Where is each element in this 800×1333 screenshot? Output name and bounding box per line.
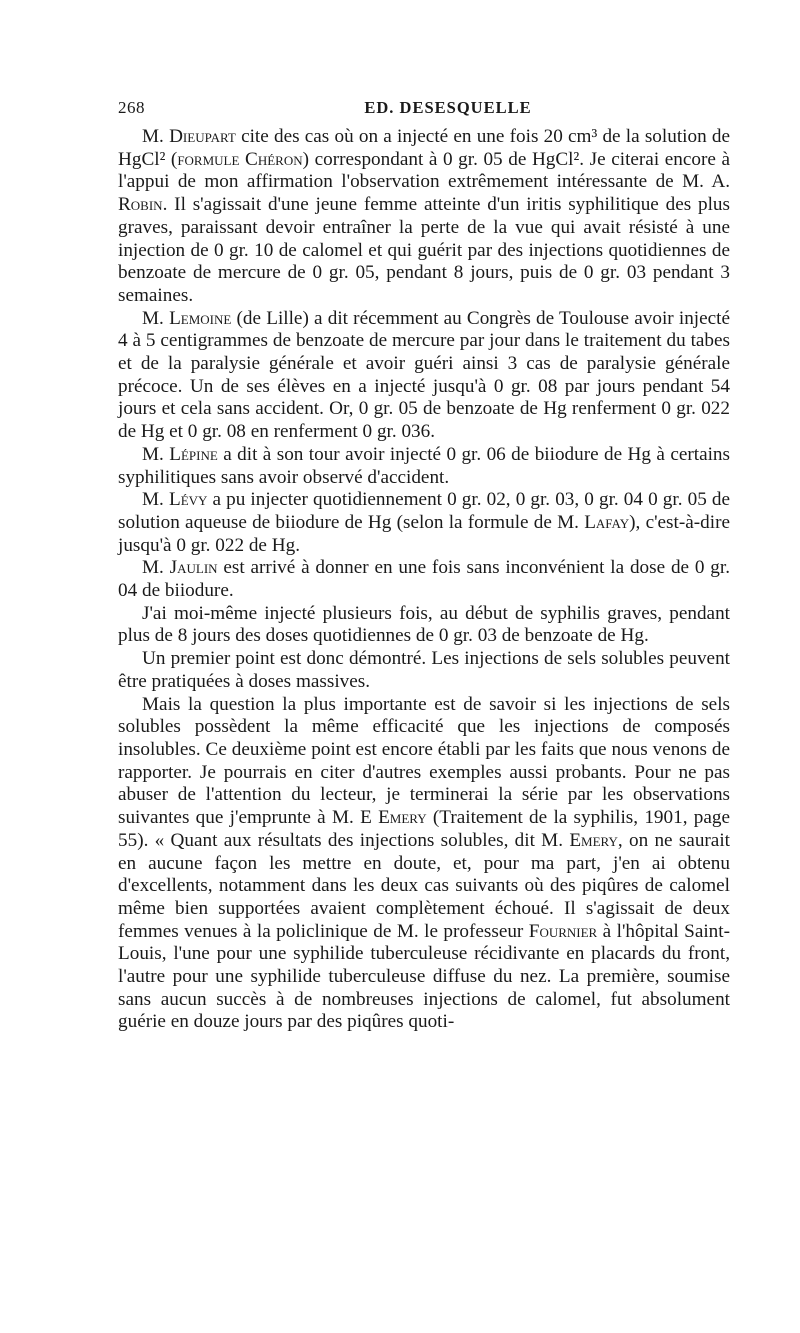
- running-head: ED. DESESQUELLE: [364, 98, 532, 117]
- paragraph: [118, 126, 730, 308]
- text-run: M.: [142, 443, 170, 465]
- text-run: cite des cas où on a injecté en une fois 20 cm³ de la solution de HgCl² (: [118, 126, 730, 170]
- text-run: a pu injecter quotidiennement 0 gr. 02, 0 gr. 03, 0 gr. 04 0 gr. 05 de solution aqueuse de biiodure de Hg (selon la formule de M.: [118, 489, 730, 533]
- text-run: Un premier point est donc démontré. Les injections de sels solubles peuvent être pratiquées à doses massives.: [118, 648, 730, 692]
- author-name: Lemoine: [169, 307, 232, 329]
- paragraph: [118, 694, 730, 1035]
- text-run: (de Lille) a dit récemment au Congrès de Toulouse avoir injecté 4 à 5 centigrammes de benzoate de mercure par jour dans le traitement du tabes et de la paralysie générale et avoir guéri ainsi 3 cas de paralysie générale précoce. Un de ses élèves en a injecté jusqu'à 0 gr. 08 par jours pendant 54 jours et cela sans accident. Or, 0 gr. 05 de benzoate de Hg renferment 0 gr. 022 de Hg et 0 gr. 08 en renferment 0 gr. 036.: [118, 307, 731, 443]
- text-run: M.: [142, 489, 169, 511]
- paragraph: [118, 444, 730, 489]
- author-name: Emery: [569, 829, 618, 851]
- page-number: 268: [118, 98, 145, 117]
- text-run: a dit à son tour avoir injecté 0 gr. 06 de biiodure de Hg à certains syphilitiques sans avoir observé d'accident.: [118, 443, 730, 488]
- body-text: [118, 126, 730, 1034]
- paragraph: [118, 648, 730, 693]
- text-run: M.: [142, 126, 170, 147]
- author-name: Lévy: [168, 489, 208, 511]
- text-run: est arrivé à donner en une fois sans inconvénient la dose de 0 gr. 04 de biiodure.: [118, 557, 730, 602]
- paragraph: [118, 557, 730, 602]
- text-run: . Il s'agissait d'une jeune femme atteinte d'un iritis syphilitique des plus graves, paraissant devoir entraîner la perte de la vue qui avait résisté à une injection de 0 gr. 10 de calomel et qui guérit par des injections quotidiennes de benzoate de mercure de 0 gr. 05, pendant 8 jours, puis de 0 gr. 03 pendant 3 semaines.: [118, 194, 730, 306]
- text-run: à l'hôpital Saint-Louis, l'une pour une syphilide tuberculeuse récidivante en placards du front, l'autre pour une syphilide tuberculeuse diffuse du nez. La première, soumise sans aucun succès à de nombreuses injections de calomel, fut absolument guérie en douze jours par des piqûres quoti-: [118, 920, 730, 1033]
- text-run: J'ai moi-même injecté plusieurs fois, au début de syphilis graves, pendant plus de 8 jours des doses quotidiennes de 0 gr. 03 de benzoate de Hg.: [118, 602, 730, 647]
- text-run: M.: [142, 557, 170, 579]
- paragraph: [118, 489, 730, 557]
- text-run: ) correspondant à 0 gr. 05 de HgCl². Je citerai encore à l'appui de mon affirmation l'observation extrêmement intéressante de M. A.: [118, 148, 730, 193]
- author-name: Dieupart: [169, 126, 236, 147]
- page-header: [118, 98, 730, 122]
- paragraph: [118, 308, 730, 444]
- text-run: ), c'est-à-dire jusqu'à 0 gr. 022 de Hg.: [118, 511, 730, 556]
- author-name: Emery: [378, 807, 427, 829]
- author-name: Fournier: [528, 920, 598, 942]
- author-name: Jaulin: [169, 557, 218, 579]
- author-name: Robin: [118, 194, 163, 216]
- text-run: , on ne saurait en aucune façon les mettre en doute, et, pour ma part, j'en ai obtenu d'excellents, notamment dans les deux cas suivants où des piqûres de calomel même bien supportées avaient complètement échoué. Il s'agissait de deux femmes venues à la policlinique de M. le professeur: [118, 829, 730, 942]
- author-name: formule Chéron: [177, 148, 303, 170]
- author-name: Lépine: [169, 443, 218, 465]
- paragraph: [118, 603, 730, 648]
- author-name: Lafay: [584, 511, 630, 533]
- text-run: M.: [142, 307, 170, 329]
- text-run: Mais la question la plus importante est de savoir si les injections de sels solubles possèdent la même efficacité que les injections de composés insolubles. Ce deuxième point est encore établi par les faits que nous venons de rapporter. Je pourrais en citer d'autres exemples aussi probants. Pour ne pas abuser de l'attention du lecteur, je terminerai la série par les observations suivantes que j'emprunte à M. E: [118, 693, 730, 829]
- text-run: (Traitement de la syphilis, 1901, page 55). « Quant aux résultats des injections solubles, dit M.: [118, 807, 730, 851]
